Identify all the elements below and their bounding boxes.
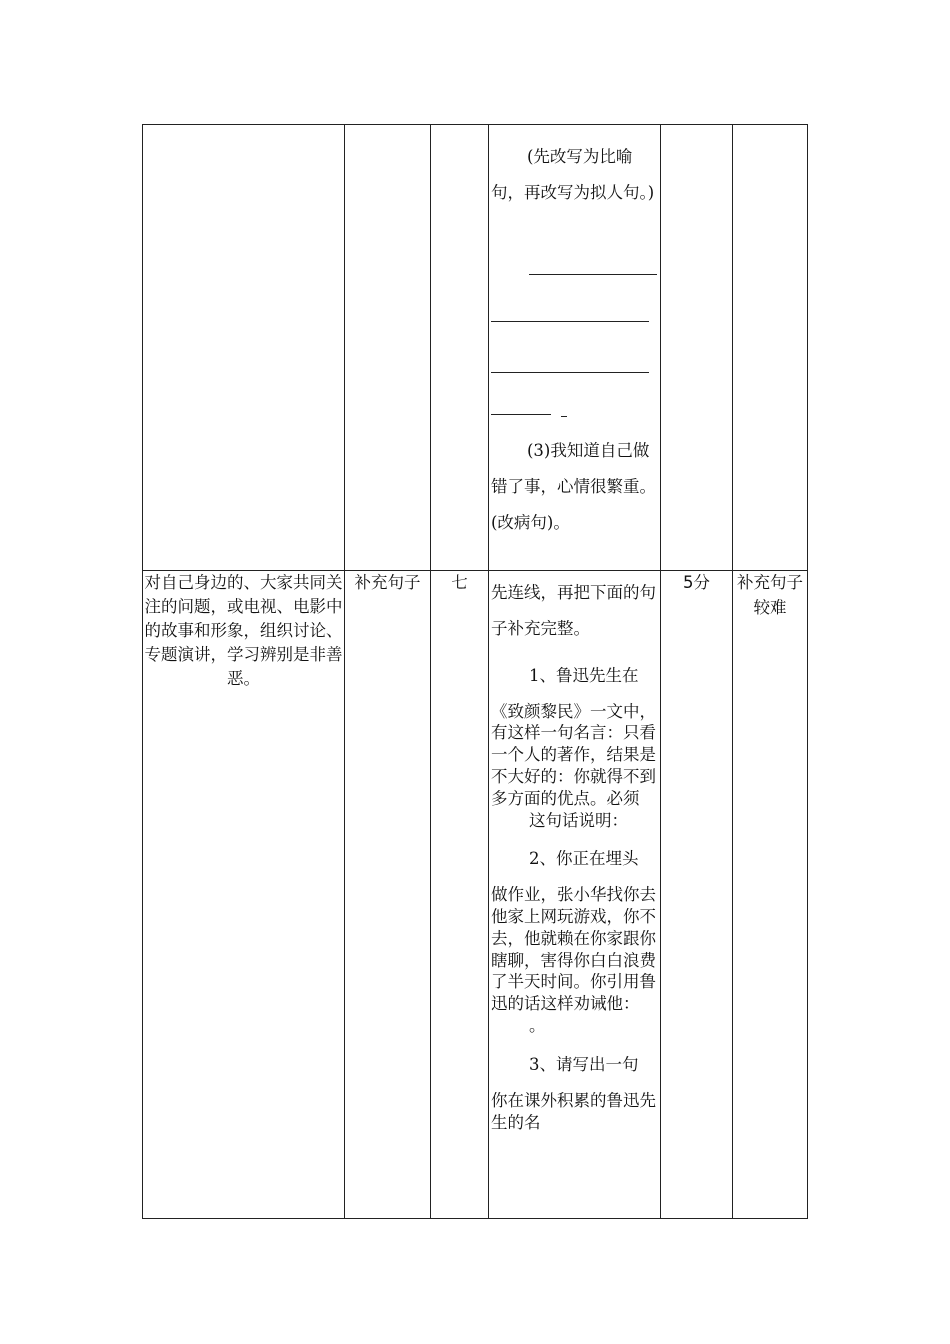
answer-line	[529, 252, 657, 275]
goal-cell: 对自己身边的、大家共同关注的问题，或电视、电影中的故事和形象，组织讨论、专题演讲，学习辨别是非善恶。	[143, 571, 345, 1219]
question-1-lead: 1、鲁迅先生在	[529, 665, 639, 685]
question-1-prompt: 这句话说明：	[529, 810, 628, 830]
content-cell	[489, 571, 661, 1219]
score-cell	[661, 125, 733, 571]
answer-line	[491, 322, 649, 373]
question-2-body: 做作业，张小华找你去他家上网玩游戏，你不去，他就赖在你家跟你瞎聊，害得你白白浪费了半天时间。你引用鲁迅的话这样劝诫他：	[491, 885, 656, 1014]
goal-cell	[143, 125, 345, 571]
type-cell	[345, 125, 431, 571]
lesson-table	[142, 124, 808, 1219]
note-level: 较难	[753, 597, 787, 617]
answer-line	[491, 373, 657, 417]
content-cell	[489, 125, 661, 571]
answer-line	[491, 275, 649, 322]
table-row	[143, 125, 808, 571]
sentence-fix-question: (3)我知道自己做错了事，心情很繁重。(改病句)。	[491, 440, 656, 533]
question-3-lead: 3、请写出一句	[529, 1054, 639, 1074]
type-cell: 补充句子	[345, 571, 431, 1219]
note-cell	[733, 125, 808, 571]
question-1-body: 《致颜黎民》一文中，有这样一句名言：只看一个人的著作，结果是不大好的：你就得不到多方面的优点。必须	[491, 701, 656, 808]
number-cell	[431, 125, 489, 571]
note-cell	[733, 571, 808, 1219]
intro-text: 先连线，再把下面的句子补充完整。	[491, 583, 656, 639]
number-cell: 七	[431, 571, 489, 1219]
question-3-body: 你在课外积累的鲁迅先生的名	[491, 1090, 656, 1132]
score-cell: 5分	[661, 571, 733, 1219]
question-2-lead: 2、你正在埋头	[529, 849, 639, 869]
answer-blank-lines	[491, 252, 657, 417]
table-row	[143, 571, 808, 1219]
rewrite-instruction: (先改写为比喻句，再改写为拟人句。)	[491, 147, 655, 203]
question-2-end: 。	[529, 1015, 546, 1035]
note-type: 补充句子	[737, 573, 803, 592]
